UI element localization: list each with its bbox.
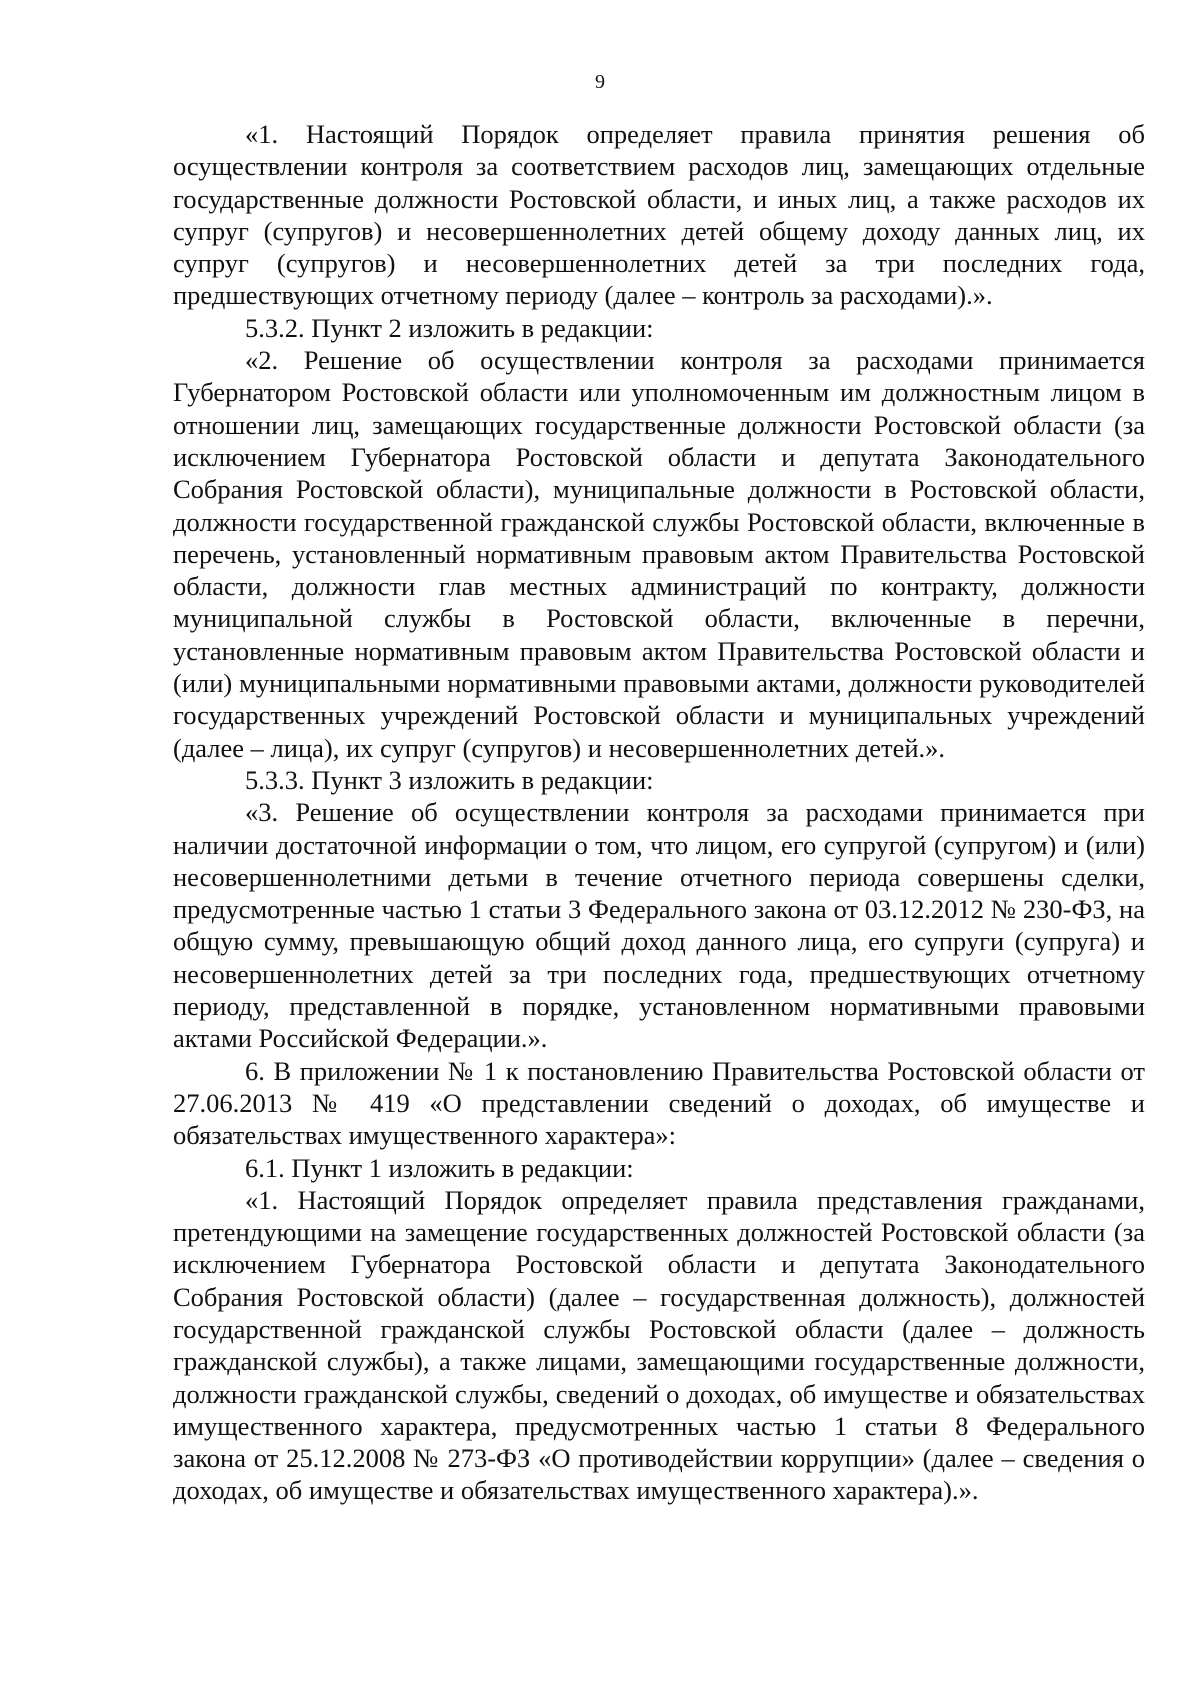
paragraph-5-3-2-heading: 5.3.2. Пункт 2 изложить в редакции: [245,312,654,343]
paragraph-6-appendix: 6. В приложении № 1 к постановлению Правительства Ростовской области от 27.06.2013 № 419 «О представлении сведений о доходах, об имуществе и обязательствах имущественного характера»: [173,1055,1145,1151]
paragraph-clause-3-decision: «3. Решение об осуществлении контроля за расходами принимается при наличии достаточной информации о том, что лицом, его супругой (супругом) и (или) несовершеннолетними детьми в течение отчетного периода совершены сделки, предусмотренные частью 1 статьи 3 Федерального закона от 03.12.2012 № 230-ФЗ, на общую сумму, превышающую общий доход данного лица, его супруги (супруга) и несовершеннолетних детей за три последних года, предшествующих отчетному периоду, представленной в порядке, установленном нормативными правовыми актами Российской Федерации.». [173,797,1145,1054]
page-number: 9 [595,71,605,93]
paragraph-clause-1-income-info: «1. Настоящий Порядок определяет правила представления гражданами, претендующими на замещение государственных должностей Ростовской области (за исключением Губернатора Ростовской области и депутата Законодательного Собрания Ростовской области) (далее – государственная должность), должностей государственной гражданской службы Ростовской области (далее – должность гражданской службы), а также лицами, замещающими государственные должности, должности гражданской службы, сведений о доходах, об имуществе и обязательствах имущественного характера, предусмотренных частью 1 статьи 8 Федерального закона от 25.12.2008 № 273-ФЗ «О противодействии коррупции» (далее – сведения о доходах, об имуществе и обязательствах имущественного характера).». [173,1184,1145,1506]
paragraph-6-1-heading: 6.1. Пункт 1 изложить в редакции: [245,1152,634,1183]
paragraph-clause-1-control: «1. Настоящий Порядок определяет правила принятия решения об осуществлении контроля за соответствием расходов лиц, замещающих отдельные государственные должности Ростовской области, и иных лиц, а также расходов их супруг (супругов) и несовершеннолетних детей общему доходу данных лиц, их супруг (супругов) и несовершеннолетних детей за три последних года, предшествующих отчетному периоду (далее – контроль за расходами).». [173,119,1145,311]
paragraph-5-3-3-heading: 5.3.3. Пункт 3 изложить в редакции: [245,764,654,795]
document-body [173,118,1145,1507]
paragraph-clause-2-decision: «2. Решение об осуществлении контроля за расходами принимается Губернатором Ростовской области или уполномоченным им должностным лицом в отношении лиц, замещающих государственные должности Ростовской области (за исключением Губернатора Ростовской области и депутата Законодательного Собрания Ростовской области), муниципальные должности в Ростовской области, должности государственной гражданской службы Ростовской области, включенные в перечень, установленный нормативным правовым актом Правительства Ростовской области, должности глав местных администраций по контракту, должности муниципальной службы в Ростовской области, включенные в перечни, установленные нормативным правовым актом Правительства Ростовской области и (или) муниципальными нормативными правовыми актами, должности руководителей государственных учреждений Ростовской области и муниципальных учреждений (далее – лица), их супруг (супругов) и несовершеннолетних детей.». [173,345,1145,763]
